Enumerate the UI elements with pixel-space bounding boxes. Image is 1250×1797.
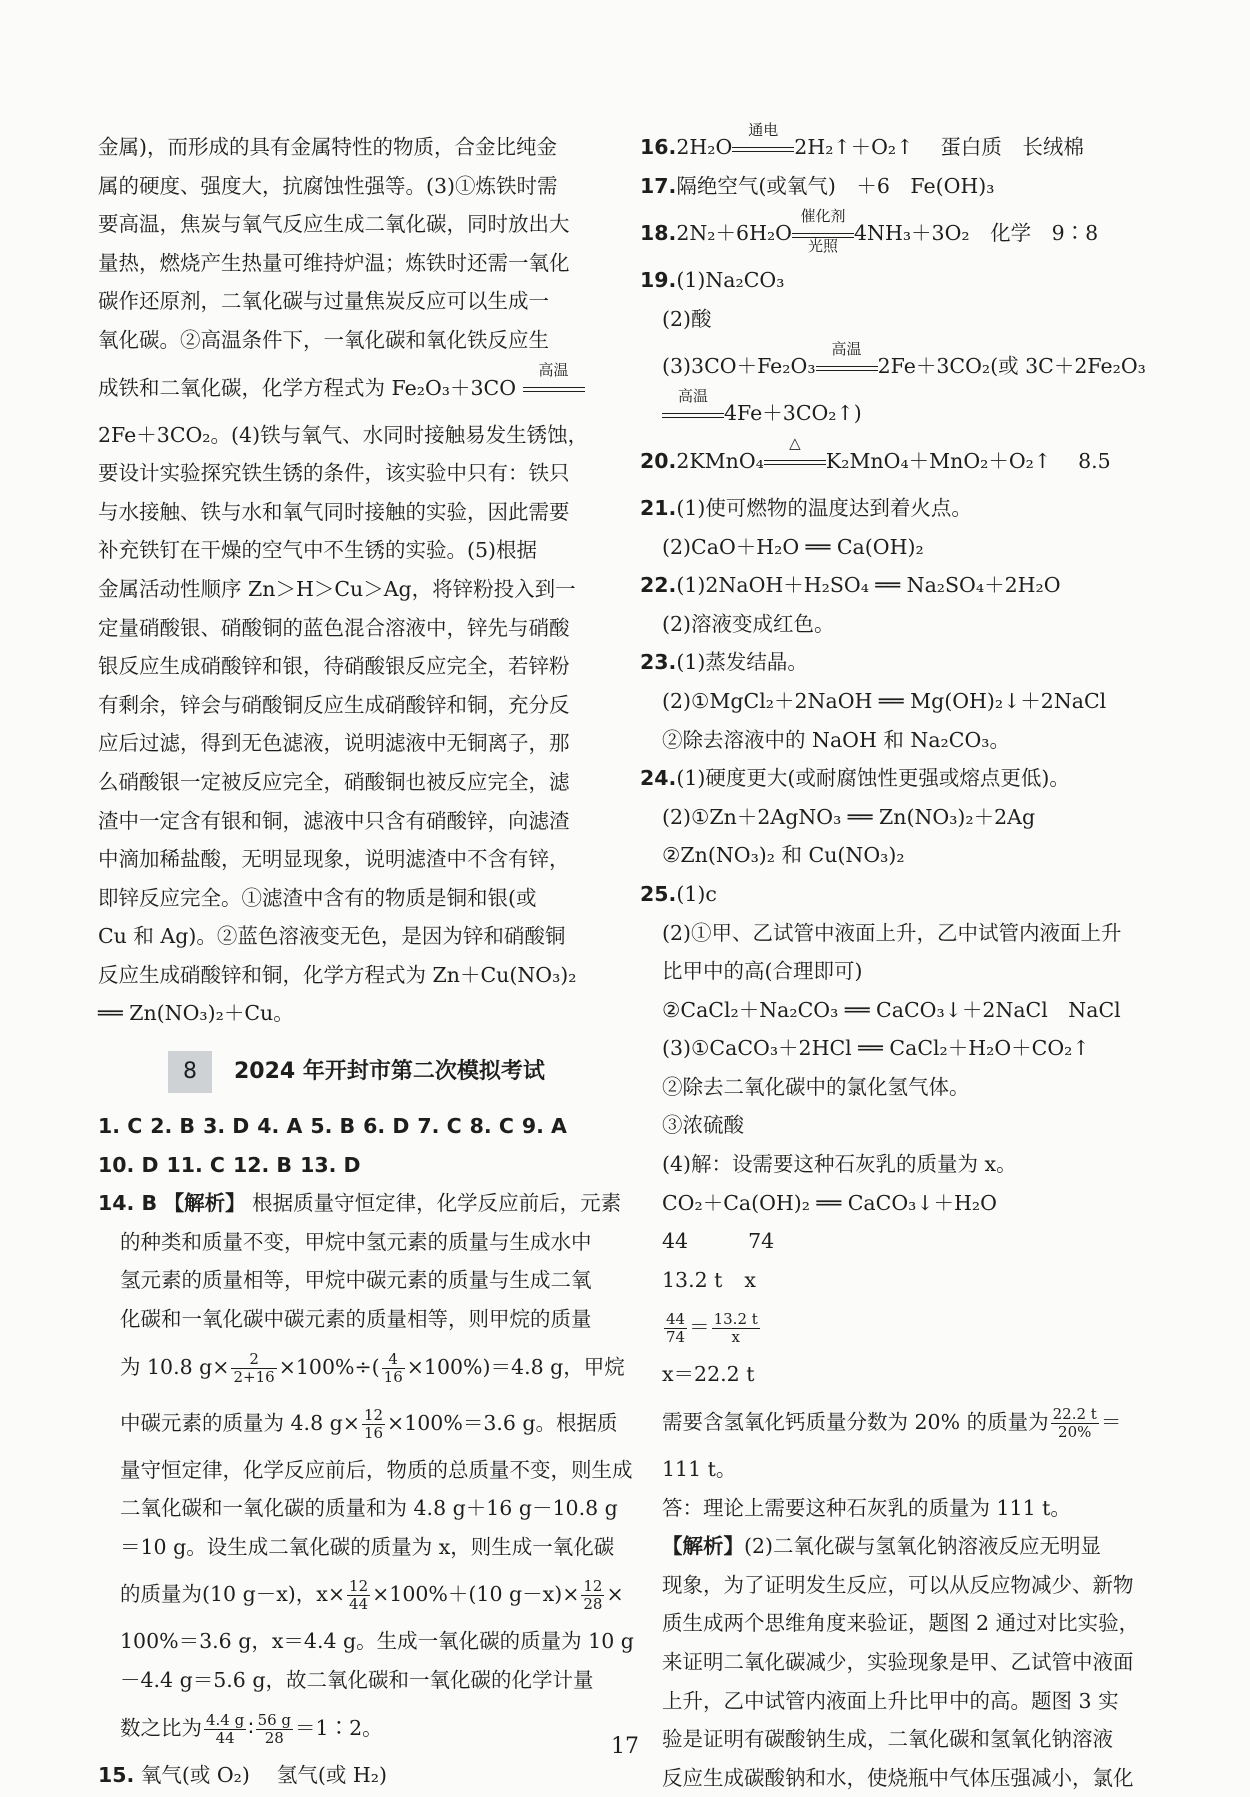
section-header	[98, 1043, 616, 1099]
text-line: 反应生成碳酸钠和水，使烧瓶中气体压强减小，氯化	[662, 1765, 1134, 1790]
text-line: 定量硝酸银、硝酸铜的蓝色混合溶液中，锌先与硝酸	[98, 615, 570, 640]
text-line: 质生成两个思维角度来验证，题图 2 通过对比实验，	[662, 1611, 1140, 1636]
text-line: 氧化碳。②高温条件下，一氧化碳和氧化铁反应生	[98, 327, 549, 352]
text-line: 的种类和质量不变，甲烷中氢元素的质量与生成水中	[120, 1229, 592, 1254]
question-24: 24.(1)硬度更大(或耐腐蚀性更强或熔点更低)。	[640, 766, 1070, 791]
text-line: ＝10 g。设生成二氧化碳的质量为 x，则生成一氧化碳	[120, 1534, 615, 1559]
text-line: ③浓硫酸	[662, 1113, 744, 1138]
text-line: 答：理论上需要这种石灰乳的质量为 111 t。	[662, 1495, 1071, 1520]
question-16: 16.2H₂O 通电 2H₂↑＋O₂↑ 蛋白质 长绒棉	[640, 120, 1084, 159]
text-line: 补充铁钉在干燥的空气中不生锈的实验。(5)根据	[98, 538, 538, 563]
text-line: Cu 和 Ag)。②蓝色溶液变无色，是因为锌和硝酸铜	[98, 924, 566, 949]
formula-line: 需要含氢氧化钙质量分数为 20% 的质量为 $\frac{22.2 t}{20\%}$ ＝	[662, 1405, 1122, 1442]
answer-row: 1. C 2. B 3. D 4. A 5. B 6. D 7. C 8. C 9. A	[98, 1114, 567, 1139]
reaction-condition: △	[764, 452, 826, 472]
mass-row: 13.2 t x	[662, 1267, 756, 1292]
question-15: 15. 氧气(或 O₂) 氢气(或 H₂)	[98, 1762, 388, 1787]
text-line: 与水接触、铁与水和氧气同时接触的实验，因此需要	[98, 499, 570, 524]
formula-line: 中碳元素的质量为 4.8 g× $\frac{12}{16}$ ×100%＝3.6 g。根据质	[120, 1405, 618, 1442]
question-22: 22.(1)2NaOH＋H₂SO₄ ══ Na₂SO₄＋2H₂O	[640, 573, 1061, 598]
text-line: 100%＝3.6 g，x＝4.4 g。生成一氧化碳的质量为 10 g	[120, 1629, 634, 1654]
section-number-badge: 8	[168, 1051, 212, 1093]
fraction: $\frac{12}{28}$	[583, 1577, 603, 1614]
formula-line: 的质量为(10 g－x)，x× $\frac{12}{44}$ ×100%＋(10 g－x)× $\frac{12}{28}$ ×	[120, 1577, 624, 1614]
question-20: 20.2KMnO₄ △ K₂MnO₄＋MnO₂＋O₂↑ 8.5	[640, 434, 1111, 473]
text-line: (2)①MgCl₂＋2NaOH ══ Mg(OH)₂↓＋2NaCl	[662, 688, 1107, 713]
reaction-condition: 通电	[732, 139, 794, 159]
text-line: (3)①CaCO₃＋2HCl ══ CaCl₂＋H₂O＋CO₂↑	[662, 1036, 1090, 1061]
analysis-line: 【解析】(2)二氧化碳与氢氧化钠溶液反应无明显	[662, 1534, 1102, 1559]
text-line: 即锌反应完全。①滤渣中含有的物质是铜和银(或	[98, 885, 537, 910]
text-line: 属的硬度、强度大，抗腐蚀性强等。(3)①炼铁时需	[98, 173, 558, 198]
text-line: ②Zn(NO₃)₂ 和 Cu(NO₃)₂	[662, 843, 905, 868]
text-line: 氢元素的质量相等，甲烷中碳元素的质量与生成二氧	[120, 1268, 592, 1293]
text-line: 量守恒定律，化学反应前后，物质的总质量不变，则生成	[120, 1457, 633, 1482]
page-number: 17	[611, 1734, 639, 1759]
text-line: 111 t。	[662, 1457, 737, 1482]
fraction: $\frac{4}{16}$	[383, 1349, 403, 1386]
mass-row: 44 74	[662, 1229, 775, 1254]
equation-line: 成铁和二氧化碳，化学方程式为 Fe₂O₃＋3CO 高温	[98, 360, 616, 416]
fraction: $\frac{12}{44}$	[349, 1577, 369, 1614]
text-line: 来证明二氧化碳减少，实验现象是甲、乙试管中液面	[662, 1650, 1134, 1674]
right-column	[640, 120, 1180, 1797]
text-line: ②除去二氧化碳中的氯化氢气体。	[662, 1074, 970, 1099]
reaction-condition: 催化剂 光照	[792, 225, 854, 245]
text-line: 金属活动性顺序 Zn＞H＞Cu＞Ag，将锌粉投入到一	[98, 576, 576, 601]
fraction: $\frac{13.2 t}{x}$	[713, 1310, 758, 1347]
text-line: (4)解：设需要这种石灰乳的质量为 x。	[662, 1152, 1017, 1177]
question-17: 17.隔绝空气(或氧气) ＋6 Fe(OH)₃	[640, 173, 995, 198]
equation-line: (3)3CO＋Fe₂O₃ 高温 2Fe＋3CO₂(或 3C＋2Fe₂O₃	[662, 339, 1146, 379]
proportion-line: $\frac{44}{74}$ ＝ $\frac{13.2 t}{x}$	[666, 1310, 758, 1347]
question-19: 19.(1)Na₂CO₃	[640, 268, 785, 293]
text-line: 验是证明有碳酸钠生成，二氧化碳和氢氧化钠溶液	[662, 1727, 1113, 1752]
text-line: (2)酸	[662, 306, 712, 331]
section-title: 2024 年开封市第二次模拟考试	[234, 1059, 545, 1085]
reaction-condition: 高温	[662, 405, 724, 425]
text-line: (2)①甲、乙试管中液面上升，乙中试管内液面上升	[662, 920, 1122, 945]
text-line: ══ Zn(NO₃)₂＋Cu。	[98, 1001, 294, 1026]
text-line: (2)CaO＋H₂O ══ Ca(OH)₂	[662, 534, 924, 559]
fraction: $\frac{4.4 g}{44}$	[206, 1710, 245, 1747]
question-23: 23.(1)蒸发结晶。	[640, 650, 808, 675]
text-line: 要设计实验探究铁生锈的条件，该实验中只有：铁只	[98, 461, 570, 486]
fraction: $\frac{2}{2+16}$	[233, 1349, 275, 1386]
text-line: CO₂＋Ca(OH)₂ ══ CaCO₃↓＋H₂O	[662, 1190, 997, 1215]
question-21: 21.(1)使可燃物的温度达到着火点。	[640, 495, 972, 520]
text-line: 么硝酸银一定被反应完全，硝酸铜也被反应完全，滤	[98, 769, 570, 794]
text-line: 应后过滤，得到无色滤液，说明滤液中无铜离子，那	[98, 731, 570, 756]
text-line: 量热，燃烧产生热量可维持炉温；炼铁时还需一氧化	[98, 250, 570, 275]
text-line: 金属)，而形成的具有金属特性的物质，合金比纯金	[98, 135, 557, 159]
text-line: 二氧化碳和一氧化碳的质量和为 4.8 g＋16 g－10.8 g	[120, 1496, 618, 1521]
fraction: $\frac{56 g}{28}$	[257, 1710, 292, 1747]
text-line: 银反应生成硝酸锌和银，待硝酸银反应完全，若锌粉	[98, 654, 570, 679]
reaction-condition: 高温	[523, 379, 585, 399]
text-line: 渣中一定含有银和铜，滤液中只含有硝酸锌，向滤渣	[98, 808, 570, 833]
reaction-condition: 高温	[816, 358, 878, 378]
text-line: (2)①Zn＋2AgNO₃ ══ Zn(NO₃)₂＋2Ag	[662, 804, 1036, 829]
text-line: 反应生成硝酸锌和铜，化学方程式为 Zn＋Cu(NO₃)₂	[98, 962, 577, 987]
text-line: 上升，乙中试管内液面上升比甲中的高。题图 3 实	[662, 1688, 1119, 1713]
question-25: 25.(1)c	[640, 881, 717, 906]
text-line: 化碳和一氧化碳中碳元素的质量相等，则甲烷的质量	[120, 1307, 592, 1332]
text-line: (2)溶液变成红色。	[662, 611, 835, 636]
text-line: 比甲中的高(合理即可)	[662, 959, 863, 984]
question-14: 14. B 【解析】 根据质量守恒定律，化学反应前后，元素	[98, 1191, 622, 1216]
fraction: $\frac{44}{74}$	[666, 1310, 686, 1347]
formula-line: 数之比为 $\frac{4.4 g}{44}$ ∶ $\frac{56 g}{28}$ ＝1∶2。	[120, 1710, 383, 1747]
fraction: $\frac{22.2 t}{20\%}$	[1052, 1405, 1097, 1442]
fraction: $\frac{12}{16}$	[363, 1405, 384, 1442]
text-line: ②CaCl₂＋Na₂CO₃ ══ CaCO₃↓＋2NaCl NaCl	[662, 997, 1121, 1022]
text-line: 有剩余，锌会与硝酸铜反应生成硝酸锌和铜，充分反	[98, 692, 570, 717]
equation-line: 高温 4Fe＋3CO₂↑)	[640, 394, 1180, 433]
text-line: ②除去溶液中的 NaOH 和 Na₂CO₃。	[662, 727, 1010, 752]
text-line: 碳作还原剂，二氧化碳与过量焦炭反应可以生成一	[98, 289, 549, 314]
text-line: 2Fe＋3CO₂。(4)铁与氧气、水同时接触易发生锈蚀，	[98, 422, 589, 447]
text-line: 中滴加稀盐酸，无明显现象，说明滤渣中不含有锌，	[98, 847, 570, 872]
formula-line: 为 10.8 g× $\frac{2}{2+16}$ ×100%÷( $\frac{4}{16}$ ×100%)＝4.8 g，甲烷	[120, 1349, 625, 1386]
text-line: －4.4 g＝5.6 g，故二氧化碳和一氧化碳的化学计量	[120, 1668, 594, 1692]
text-line: x＝22.2 t	[662, 1362, 755, 1387]
text-line: 现象，为了证明发生反应，可以从反应物减少、新物	[662, 1572, 1134, 1597]
question-18: 18.2N₂＋6H₂O 催化剂 光照 4NH₃＋3O₂ 化学 9∶8	[640, 206, 1099, 255]
answer-row: 10. D 11. C 12. B 13. D	[98, 1152, 361, 1177]
text-line: 要高温，焦炭与氧气反应生成二氧化碳，同时放出大	[98, 212, 570, 237]
